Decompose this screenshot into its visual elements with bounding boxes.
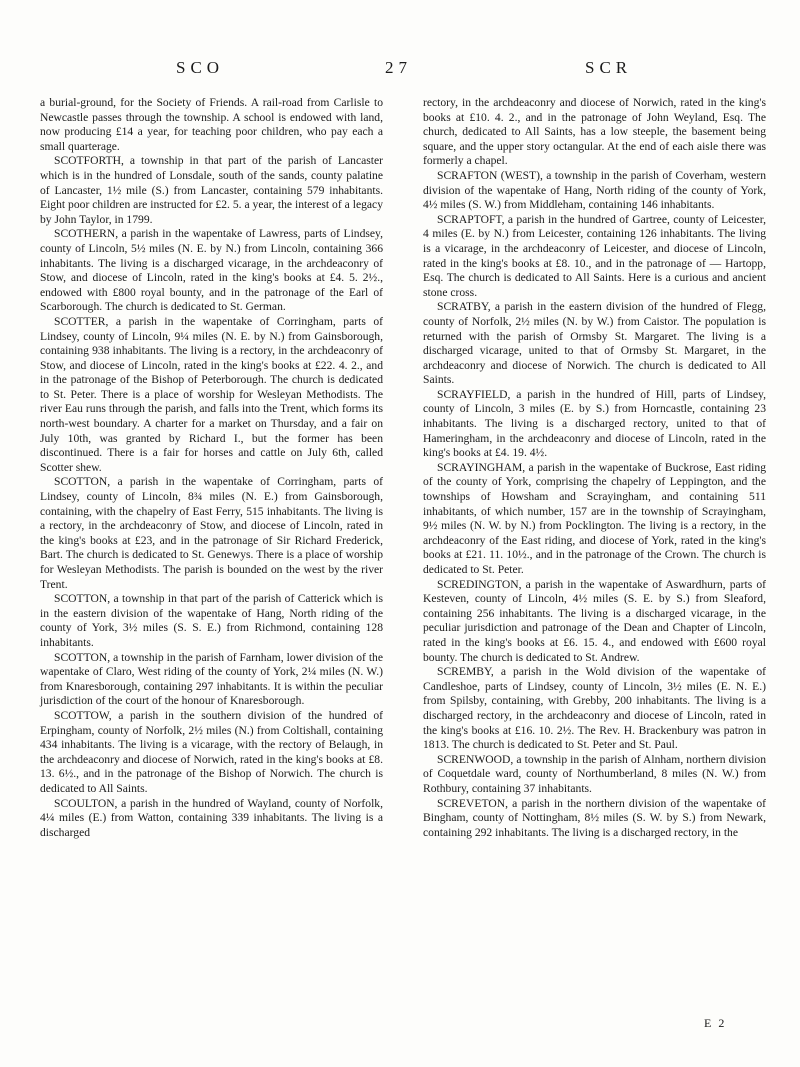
header-left-guide-word: SCO xyxy=(176,58,225,77)
page-number: 27 xyxy=(385,58,412,77)
running-header xyxy=(0,58,800,88)
entry-paragraph: SCOTTON, a township in the parish of Farnham, lower division of the wapentake of Claro, West riding of the county of York, 2¼ miles (N. W.) from Knaresborough, containing 297 inhabitants. It is within the peculiar jurisdiction of the court of the honour of Knaresborough. xyxy=(40,650,383,708)
header-right-guide-word: SCR xyxy=(585,58,633,77)
entry-paragraph: SCREVETON, a parish in the northern division of the wapentake of Bingham, county of Nottingham, 8½ miles (S. W. by S.) from Newark, containing 292 inhabitants. The living is a discharged rectory, in the xyxy=(423,796,766,839)
entry-paragraph: SCRENWOOD, a township in the parish of Alnham, northern division of Coquetdale ward, county of Northumberland, 8 miles (N. W.) from Rothbury, containing 37 inhabitants. xyxy=(423,752,766,795)
entry-paragraph: SCRAFTON (WEST), a township in the parish of Coverham, western division of the wapentake of Hang, North riding of the county of York, 4½ miles (S. W.) from Middleham, containing 146 inhabitants. xyxy=(423,168,766,212)
entry-paragraph: SCOTTON, a township in that part of the parish of Catterick which is in the eastern division of the wapentake of Hang, North riding of the county of York, 3½ miles (S. S. E.) from Richmond, containing 128 inhabitants. xyxy=(40,592,383,649)
entry-paragraph: rectory, in the archdeaconry and diocese of Norwich, rated in the king's books at £10. 4. 2., and in the patronage of John Weyland, Esq. The church, dedicated to All Saints, has a low steeple, the basement being square, and the upper story octangular. At the end of each aisle there was formerly a chapel. xyxy=(423,96,766,168)
entry-paragraph: SCRAYINGHAM, a parish in the wapentake of Buckrose, East riding of the county of York, comprising the chapelry of Leppington, and the townships of Howsham and Scrayingham, and containing 511 inhabitants, of which number, 157 are in the township of Scrayingham, 9½ miles (N. W. by N.) from Pocklington. The living is a rectory, in the archdeaconry of the East riding, and diocese of York, rated in the king's books at £21. 11. 10½., and in the patronage of the Crown. The church is dedicated to St. Peter. xyxy=(423,460,766,576)
entry-paragraph: SCOTHERN, a parish in the wapentake of Lawress, parts of Lindsey, county of Lincoln, 5½ miles (N. E. by N.) from Lincoln, containing 366 inhabitants. The living is a discharged vicarage, in the archdeaconry of Stow, and diocese of Lincoln, rated in the king's books at £4. 5. 2½., endowed with £800 royal bounty, and in the patronage of the Earl of Scarborough. The church is dedicated to St. German. xyxy=(40,227,383,314)
entry-paragraph: SCOTTER, a parish in the wapentake of Corringham, parts of Lindsey, county of Lincoln, 9¼ miles (N. E. by N.) from Gainsborough, containing 938 inhabitants. The living is a rectory, in the archdeaconry of Stow, and diocese of Lincoln, rated in the king's books at £22. 4. 2., and in the patronage of the Bishop of Peterborough. The church is dedicated to St. Peter. There is a place of worship for Wesleyan Methodists. The river Eau runs through the parish, and falls into the Trent, which forms its north-west boundary. A charter for a market on Thursday, and a fair on July 10th, was granted by Richard I., but the former has been discontinued. There is a fair for horses and cattle on July 6th, called Scotter shew. xyxy=(40,314,383,474)
entry-paragraph: SCRAYFIELD, a parish in the hundred of Hill, parts of Lindsey, county of Lincoln, 3 miles (E. by S.) from Horncastle, containing 23 inhabitants. The living is a discharged rectory, united to that of Hameringham, in the archdeaconry and diocese of Lincoln, rated in the king's books at £4. 19. 4½. xyxy=(423,387,766,460)
entry-paragraph: SCREDINGTON, a parish in the wapentake of Aswardhurn, parts of Kesteven, county of Lincoln, 4½ miles (S. E. by S.) from Sleaford, containing 256 inhabitants. The living is a discharged vicarage, in the peculiar jurisdiction and patronage of the Dean and Chapter of Lincoln, rated in the king's books at £6. 15. 4., and endowed with £600 royal bounty. The church is dedicated to St. Andrew. xyxy=(423,577,766,664)
entry-paragraph: SCRATBY, a parish in the eastern division of the hundred of Flegg, county of Norfolk, 2½ miles (N. by W.) from Caistor. The population is returned with the parish of Ormsby St. Margaret. The living is a discharged vicarage, united to that of Ormsby St. Margaret, in the archdeaconry and diocese of Norwich. The church is dedicated to All Saints. xyxy=(423,300,766,387)
entry-paragraph: a burial-ground, for the Society of Friends. A rail-road from Carlisle to Newcastle passes through the township. A school is endowed with land, now producing £14 a year, for teaching poor children, who pay each a small quarterage. xyxy=(40,96,383,153)
signature-mark: E 2 xyxy=(704,1016,727,1030)
entry-paragraph: SCREMBY, a parish in the Wold division of the wapentake of Candleshoe, parts of Lindsey, county of Lincoln, 3½ miles (E. N. E.) from Spilsby, containing, with Grebby, 200 inhabitants. The living is a discharged rectory, in the archdeaconry and diocese of Lincoln, rated in the king's books at £16. 10. 2½. The Rev. H. Brackenbury was patron in 1813. The church is dedicated to St. Peter and St. Paul. xyxy=(423,665,766,752)
entry-paragraph: SCOTTOW, a parish in the southern division of the hundred of Erpingham, county of Norfolk, 2½ miles (N.) from Coltishall, containing 434 inhabitants. The living is a vicarage, with the rectory of Belaugh, in the archdeaconry and diocese of Norwich, rated in the king's books at £8. 13. 6½., and in the patronage of the Bishop of Norwich. The church is dedicated to All Saints. xyxy=(40,708,383,795)
left-column xyxy=(40,96,383,840)
entry-paragraph: SCRAPTOFT, a parish in the hundred of Gartree, county of Leicester, 4 miles (E. by N.) from Leicester, containing 126 inhabitants. The living is a vicarage, in the archdeaconry of Leicester, and diocese of Lincoln, rated in the king's books at £8. 10., and in the patronage of — Hartopp, Esq. The church is dedicated to All Saints. Here is a curious and ancient stone cross. xyxy=(423,212,766,299)
entry-paragraph: SCOULTON, a parish in the hundred of Wayland, county of Norfolk, 4¼ miles (E.) from Watton, containing 339 inhabitants. The living is a discharged xyxy=(40,796,383,839)
right-column xyxy=(423,96,766,840)
entry-paragraph: SCOTFORTH, a township in that part of the parish of Lancaster which is in the hundred of Lonsdale, south of the sands, county palatine of Lancaster, 1½ mile (S.) from Lancaster, containing 579 inhabitants. Eight poor children are instructed for £2. 5. a year, the interest of a legacy by John Taylor, in 1799. xyxy=(40,154,383,226)
entry-paragraph: SCOTTON, a parish in the wapentake of Corringham, parts of Lindsey, county of Lincoln, 8¾ miles (N. E.) from Gainsborough, containing, with the chapelry of East Ferry, 515 inhabitants. The living is a rectory, in the archdeaconry of Stow, and diocese of Lincoln, rated in the king's books at £23, and in the patronage of Sir Richard Frederick, Bart. The church is dedicated to St. Genewys. There is a place of worship for Wesleyan Methodists. The parish is bounded on the west by the river Trent. xyxy=(40,475,383,591)
